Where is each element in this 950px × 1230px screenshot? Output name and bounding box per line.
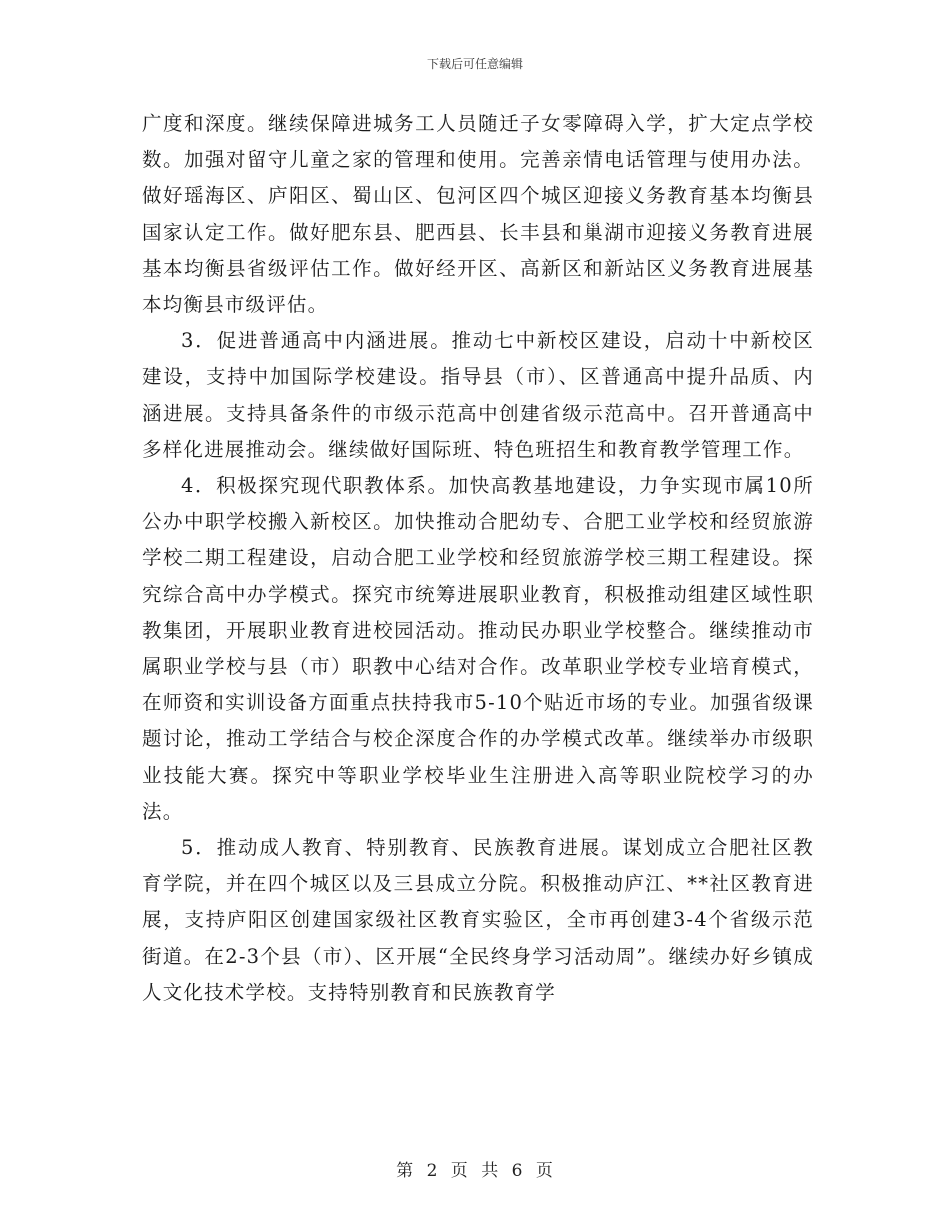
footer-page-word: 页: [450, 1161, 469, 1181]
paragraph-item-4: 4．积极探究现代职教体系。加快高教基地建设，力争实现市属10所公办中职学校搬入新校区。加快推动合肥幼专、合肥工业学校和经贸旅游学校二期工程建设，启动合肥工业学校和经贸旅游学校三期工程建设。探究综合高中办学模式。探究市统筹进展职业教育，积极推动组建区域性职教集团，开展职业教育进校园活动。推动民办职业学校整合。继续推动市属职业学校与县（市）职教中心结对合作。改革职业学校专业培育模式，在师资和实训设备方面重点扶持我市5-10个贴近市场的专业。加强省级课题讨论，推动工学结合与校企深度合作的办学模式改革。继续举办市级职业技能大赛。探究中等职业学校毕业生注册进入高等职业院校学习的办法。: [142, 474, 814, 823]
footer-total-pages: 6: [511, 1161, 524, 1181]
footer-current-page: 2: [426, 1161, 439, 1181]
footer-total-word: 共: [481, 1161, 500, 1181]
page-footer: [0, 1156, 950, 1181]
document-body: [142, 106, 814, 1011]
footer-suffix: 页: [535, 1161, 554, 1181]
paragraph-item-3: 3．促进普通高中内涵进展。推动七中新校区建设，启动十中新校区建设，支持中加国际学校建设。指导县（市）、区普通高中提升品质、内涵进展。支持具备条件的市级示范高中创建省级示范高中。召开普通高中多样化进展推动会。继续做好国际班、特色班招生和教育教学管理工作。: [142, 329, 814, 461]
paragraph-continuation: 广度和深度。继续保障进城务工人员随迁子女零障碍入学，扩大定点学校数。加强对留守儿童之家的管理和使用。完善亲情电话管理与使用办法。做好瑶海区、庐阳区、蜀山区、包河区四个城区迎接义务教育基本均衡县国家认定工作。做好肥东县、肥西县、长丰县和巢湖市迎接义务教育进展基本均衡县省级评估工作。做好经开区、高新区和新站区义务教育进展基本均衡县市级评估。: [142, 112, 814, 317]
footer-prefix: 第: [396, 1161, 415, 1181]
page-header: 下载后可任意编辑: [426, 57, 523, 71]
paragraph-item-5: 5．推动成人教育、特别教育、民族教育进展。谋划成立合肥社区教育学院，并在四个城区以及三县成立分院。积极推动庐江、**社区教育进展，支持庐阳区创建国家级社区教育实验区，全市再创建3-4个省级示范街道。在2-3个县（市）、区开展“全民终身学习活动周”。继续办好乡镇成人文化技术学校。支持特别教育和民族教育学: [142, 836, 814, 1004]
